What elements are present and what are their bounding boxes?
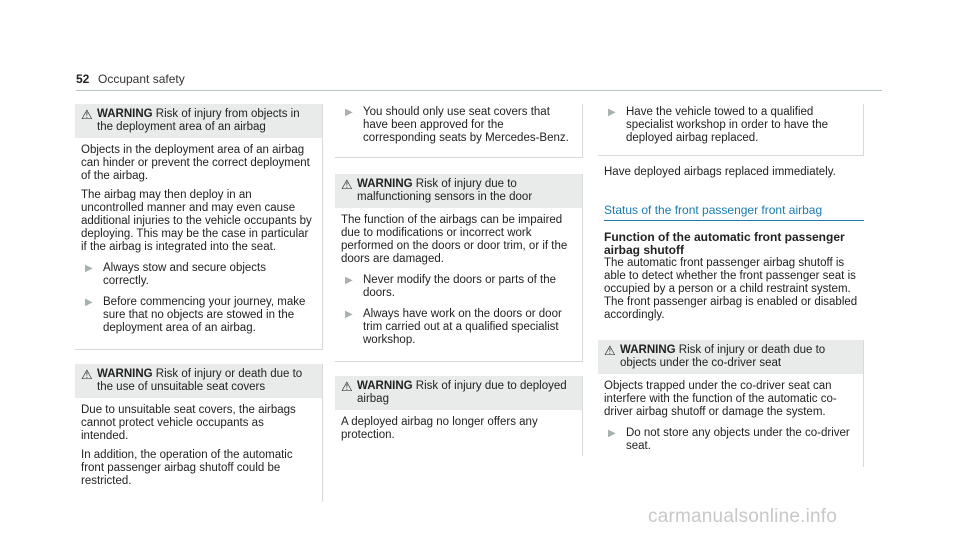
sub-heading: Function of the automatic front passenger airbag shutoff (604, 230, 845, 257)
list-item (598, 104, 864, 156)
arrow-bullet-icon: ▶ (345, 275, 353, 286)
warning-box-seat-covers (75, 364, 323, 502)
warning-box-co-driver-seat (598, 340, 864, 467)
column-1 (75, 104, 323, 502)
bullet-text: Have the vehicle towed to a qualified specialist workshop in order to have the deployed airbag replaced. (626, 106, 828, 144)
warning-title: Risk of injury due to malfunctioning sensors in the door (357, 178, 533, 203)
warning-paragraph: Objects trapped under the co-driver seat can interfere with the function of the automatic co-driver airbag shutoff or damage the system. (604, 380, 837, 418)
warning-box-objects (75, 104, 323, 350)
warning-header (75, 364, 322, 398)
list-item (81, 262, 314, 288)
warning-header (75, 104, 322, 138)
warning-header (335, 174, 582, 208)
body-paragraph: The automatic front passenger airbag shutoff is able to detect whether the front passenger seat is occupied by a person or a child restraint system. The front passenger airbag is enabled or disabled accordingly. (604, 257, 858, 321)
warning-body (75, 138, 322, 349)
warning-header (598, 340, 863, 374)
warning-triangle-icon: ⚠ (81, 107, 93, 122)
arrow-bullet-icon: ▶ (85, 297, 93, 308)
bullet-text: Do not store any objects under the co-driver seat. (626, 427, 850, 452)
warning-body (335, 410, 582, 456)
warning-triangle-icon: ⚠ (341, 177, 353, 192)
warning-body (598, 374, 863, 467)
warning-label: WARNING (620, 344, 676, 356)
warning-paragraph: The function of the airbags can be impaired due to modifications or incorrect work performed on the doors or door trim, or if the doors are damaged. (341, 214, 568, 265)
column-3 (598, 104, 864, 467)
warning-header (335, 376, 582, 410)
watermark: carmanualsonline.info (648, 506, 838, 527)
warning-body (75, 398, 322, 502)
bullet-text: Always have work on the doors or door trim carried out at a qualified specialist workshop. (363, 308, 562, 346)
list-item (81, 296, 314, 335)
warning-label: WARNING (97, 368, 153, 380)
bullet-text: You should only use seat covers that have been approved for the corresponding seats by Mercedes-Benz. (363, 106, 569, 144)
page-header (76, 72, 882, 91)
page-number: 52 (76, 72, 90, 86)
warning-triangle-icon: ⚠ (604, 343, 616, 358)
warning-label: WARNING (97, 108, 153, 120)
warning-label: WARNING (357, 380, 413, 392)
arrow-bullet-icon: ▶ (85, 263, 93, 274)
list-item (604, 427, 855, 453)
list-item (341, 274, 574, 300)
arrow-bullet-icon: ▶ (608, 107, 616, 118)
warning-box-door-sensors (335, 174, 583, 362)
warning-title: Risk of injury due to deployed airbag (357, 380, 567, 405)
section-name: Occupant safety (98, 72, 185, 86)
warning-paragraph: In addition, the operation of the automatic front passenger airbag shutoff could be restricted. (81, 449, 293, 487)
warning-label: WARNING (357, 178, 413, 190)
warning-box-deployed-airbag (335, 376, 583, 456)
arrow-bullet-icon: ▶ (345, 309, 353, 320)
arrow-bullet-icon: ▶ (345, 107, 353, 118)
warning-title: Risk of injury from objects in the deployment area of an airbag (97, 108, 300, 133)
warning-title: Risk of injury or death due to the use of unsuitable seat covers (97, 368, 303, 393)
warning-paragraph: Due to unsuitable seat covers, the airbags cannot protect vehicle occupants as intended. (81, 404, 296, 442)
warning-body (335, 208, 582, 361)
warning-paragraph: A deployed airbag no longer offers any protection. (341, 416, 538, 441)
bullet-text: Never modify the doors or parts of the doors. (363, 274, 557, 299)
column-2 (335, 104, 583, 456)
body-paragraph: Have deployed airbags replaced immediately. (604, 166, 836, 178)
list-item (335, 104, 583, 158)
section-heading-link[interactable]: Status of the front passenger front airbag (604, 203, 864, 221)
warning-paragraph: The airbag may then deploy in an uncontrolled manner and may even cause additional injuries to the vehicle occupants by deploying. This may be the case in particular if the airbag is integrated into the seat. (81, 189, 312, 253)
warning-triangle-icon: ⚠ (341, 379, 353, 394)
warning-title: Risk of injury or death due to objects under the co-driver seat (620, 344, 826, 369)
warning-paragraph: Objects in the deployment area of an airbag can hinder or prevent the correct deployment of the airbag. (81, 144, 310, 182)
arrow-bullet-icon: ▶ (608, 428, 616, 439)
list-item (341, 308, 574, 347)
bullet-text: Always stow and secure objects correctly. (103, 262, 266, 287)
bullet-text: Before commencing your journey, make sure that no objects are stowed in the deployment area of an airbag. (103, 296, 306, 334)
warning-triangle-icon: ⚠ (81, 367, 93, 382)
